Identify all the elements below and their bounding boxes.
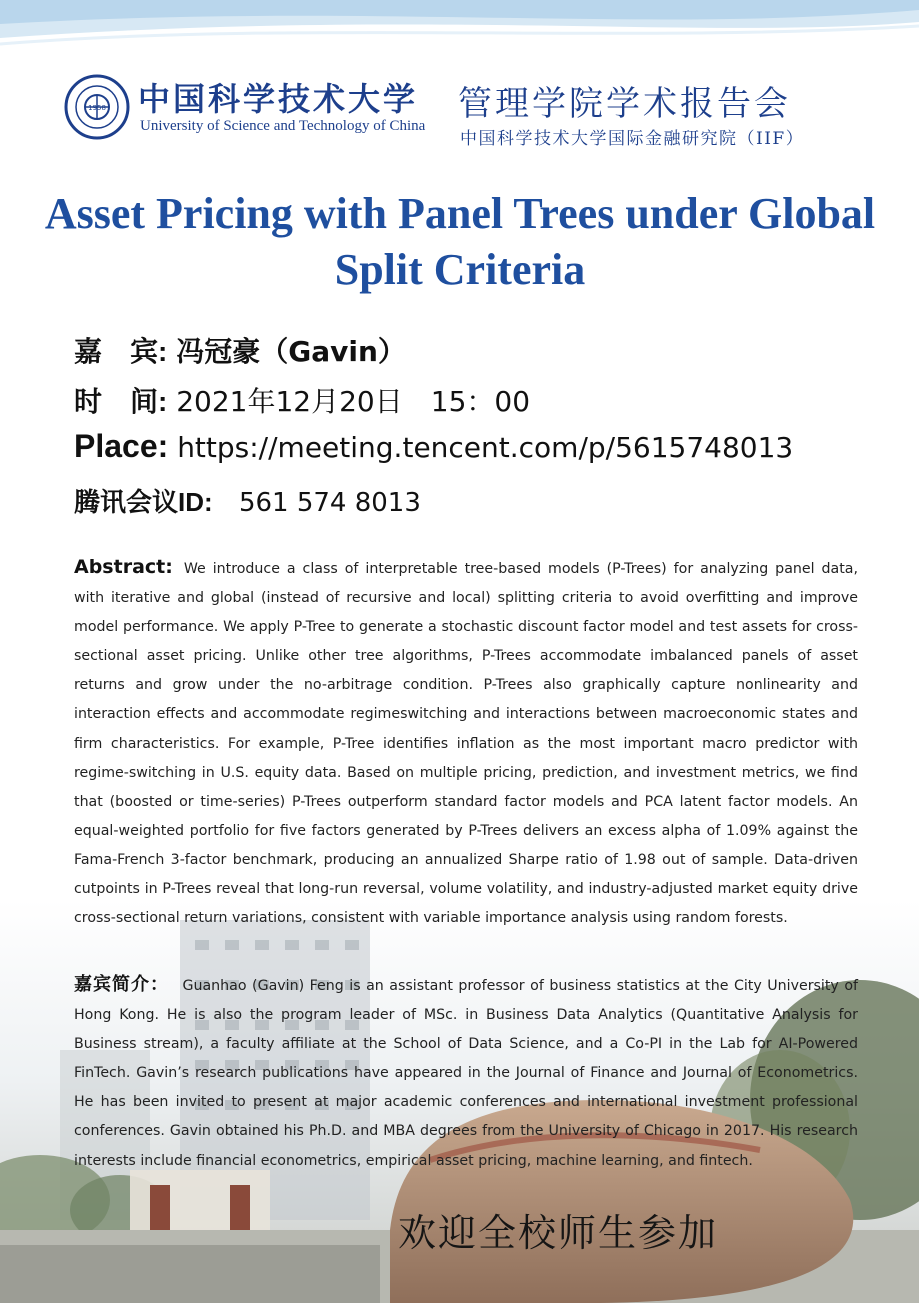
bio-text: Guanhao (Gavin) Feng is an assistant professor of business statistics at the City University of Hong Kong. He is also the program leader of MSc. in Business Data Analytics (Quantitative Analysis for Business stream), a faculty affiliate at the School of Data Science, and a Co-PI in the Lab for AI-Powered FinTech. Gavin’s research publications have appeared in the Journal of Finance and Journal of Econometrics. He has been invited to present at major academic conferences and international investment professional conferences. Gavin obtained his Ph.D. and MBA degrees from the University of Chicago in 2017. His research interests include financial econometrics, empirical asset pricing, machine learning, and fintech. — [74, 978, 859, 1169]
guest-row — [74, 330, 406, 370]
time-label: 时 间: — [74, 386, 168, 417]
abstract-section — [74, 553, 858, 933]
welcome-message: 欢迎全校师生参加 — [398, 1211, 719, 1255]
place-label: Place: — [74, 428, 169, 464]
meeting-link[interactable]: https://meeting.tencent.com/p/5615748013 — [177, 431, 794, 464]
bio-label: 嘉宾简介： — [74, 974, 169, 995]
meeting-id-row — [74, 482, 421, 519]
university-name-en: University of Science and Technology of China — [140, 118, 426, 134]
guest-value: 冯冠豪（Gavin） — [176, 335, 406, 368]
report-series-subtitle: 中国科学技术大学国际金融研究院（IIF） — [460, 129, 805, 149]
talk-title: Asset Pricing with Panel Trees under Global Split Criteria — [44, 189, 876, 294]
abstract-label: Abstract: — [74, 556, 173, 578]
time-row — [74, 380, 530, 420]
place-row — [74, 428, 793, 465]
svg-text:1958: 1958 — [88, 104, 106, 112]
report-series-title: 管理学院学术报告会 — [458, 84, 791, 124]
university-name-cn: 中国科学技术大学 — [138, 80, 419, 118]
header — [64, 74, 864, 149]
time-value: 2021年12月20日 15：00 — [176, 385, 531, 418]
top-wave-decoration — [0, 0, 919, 70]
abstract-text: We introduce a class of interpretable tree-based models (P-Trees) for analyzing panel data, with iterative and global (instead of recursive and local) splitting criteria to avoid overfitting and improve model performance. We apply P-Tree to generate a stochastic discount factor model and test assets for cross-sectional asset pricing. Unlike other tree algorithms, P-Trees accommodate imbalanced panels of asset returns and grow under the no-arbitrage condition. P-Trees also graphically capture nonlinearity and interaction effects and accommodate regimeswitching and interactions between macroeconomic states and firm characteristics. For example, P-Tree identifies inflation as the most important macro predictor with regime-switching in U.S. equity data. Based on multiple pricing, prediction, and investment metrics, we find that (boosted or time-series) P-Trees outperform standard factor models and PCA latent factor models. An equal-weighted portfolio for five factors generated by P-Trees delivers an excess alpha of 1.09% against the Fama-French 3-factor benchmark, producing an annualized Sharpe ratio of 1.98 out of sample. Data-driven cutpoints in P-Trees reveal that long-run reversal, volume volatility, and industry-adjusted market equity drive cross-sectional return variations, consistent with variable importance analysis using random forests. — [74, 561, 858, 927]
bio-section — [74, 970, 858, 1176]
guest-label: 嘉 宾: — [74, 336, 168, 367]
meeting-id-label: 腾讯会议ID: — [74, 487, 213, 517]
university-seal-logo — [64, 74, 130, 140]
meeting-id-value: 561 574 8013 — [238, 488, 421, 518]
